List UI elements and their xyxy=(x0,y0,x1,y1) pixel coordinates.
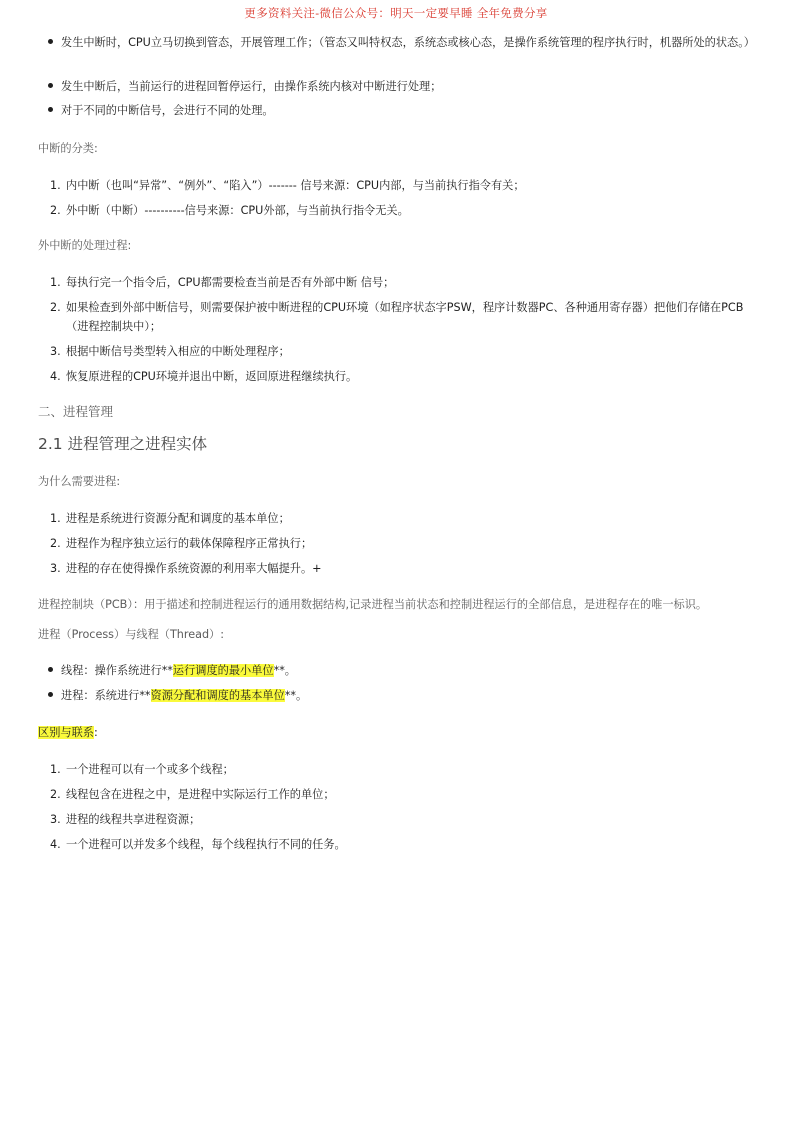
bullet-icon xyxy=(48,107,53,112)
list-item: 3. 根据中断信号类型转入相应的中断处理程序； xyxy=(50,345,290,358)
list-item-text: 外中断（中断）----------信号来源：CPU外部，与当前执行指令无关。 xyxy=(66,204,409,217)
external-process-title: 外中断的处理过程: xyxy=(38,239,132,252)
list-item-text: 一个进程可以并发多个线程，每个线程执行不同的任务。 xyxy=(66,838,346,851)
list-item: 3. 进程的线程共享进程资源； xyxy=(50,813,201,826)
list-item: 1. 每执行完一个指令后，CPU都需要检查当前是否有外部中断 信号； xyxy=(50,276,395,289)
bullet-icon xyxy=(48,39,53,44)
list-item-suffix: **。 xyxy=(284,689,308,702)
highlighted-text: 资源分配和调度的基本单位 xyxy=(150,689,285,702)
process-thread-title: 进程（Process）与线程（Thread）: xyxy=(38,628,225,641)
list-item-prefix: 进程：系统进行** xyxy=(61,689,151,702)
list-item-text: 内中断（也叫“异常”、“例外”、“陷入”）------- 信号来源：CPU内部，与当前执行指令有关； xyxy=(66,179,525,192)
bullet-icon xyxy=(48,83,53,88)
list-item-text: 对于不同的中断信号，会进行不同的处理。 xyxy=(61,104,274,117)
list-item-text: 进程的存在使得操作系统资源的利用率大幅提升。+ xyxy=(66,562,322,575)
list-item-suffix: **。 xyxy=(273,664,296,677)
list-item-text: 一个进程可以有一个或多个线程； xyxy=(66,763,234,776)
diff-title: 区别与联系: xyxy=(38,726,98,739)
section-heading: 二、进程管理 xyxy=(38,404,114,419)
list-item xyxy=(61,687,761,705)
list-item-text: 发生中断后，当前运行的进程回暂停运行，由操作系统内核对中断进行处理； xyxy=(61,80,442,93)
list-item: 1. 内中断（也叫“异常”、“例外”、“陷入”）------- 信号来源：CPU内部，与当前执行指令有关； xyxy=(50,179,525,192)
list-item: 4. 一个进程可以并发多个线程，每个线程执行不同的任务。 xyxy=(50,838,346,851)
highlighted-text: 区别与联系 xyxy=(38,726,94,739)
list-item xyxy=(61,102,761,120)
list-item-text: 恢复原进程的CPU环境并退出中断，返回原进程继续执行。 xyxy=(66,370,358,383)
list-item-text: 线程包含在进程之中，是进程中实际运行工作的单位； xyxy=(66,788,335,801)
why-process-title: 为什么需要进程: xyxy=(38,475,121,488)
list-item xyxy=(61,78,761,96)
subsection-heading: 2.1 进程管理之进程实体 xyxy=(38,435,208,453)
list-item-text: 进程作为程序独立运行的载体保障程序正常执行； xyxy=(66,537,313,550)
list-item: 2. 如果检查到外部中断信号，则需要保护被中断进程的CPU环境（如程序状态字PSW，程序计数器PC、各种通用寄存器）把他们存储在PCB（进程控制块中）； xyxy=(50,301,744,333)
top-banner: 更多资料关注-微信公众号：明天一定要早睡 全年免费分享 xyxy=(244,6,548,20)
list-item: 2. 线程包含在进程之中，是进程中实际运行工作的单位； xyxy=(50,788,335,801)
list-item-text: 进程是系统进行资源分配和调度的基本单位； xyxy=(66,512,290,525)
list-item-text: 进程的线程共享进程资源； xyxy=(66,813,201,826)
list-item: 2. 外中断（中断）----------信号来源：CPU外部，与当前执行指令无关。 xyxy=(50,204,409,217)
pcb-paragraph: 进程控制块（PCB）：用于描述和控制进程运行的通用数据结构,记录进程当前状态和控制进程运行的全部信息，是进程存在的唯一标识。 xyxy=(38,598,708,611)
list-item: 1. 一个进程可以有一个或多个线程； xyxy=(50,763,234,776)
highlighted-text: 运行调度的最小单位 xyxy=(172,664,274,677)
list-item: 3. 进程的存在使得操作系统资源的利用率大幅提升。+ xyxy=(50,562,322,575)
list-item-prefix: 线程：操作系统进行** xyxy=(61,664,173,677)
bullet-icon xyxy=(48,667,53,672)
list-item xyxy=(61,34,761,52)
interrupt-types-title: 中断的分类: xyxy=(38,142,98,155)
list-item-text: 每执行完一个指令后，CPU都需要检查当前是否有外部中断 信号； xyxy=(66,276,395,289)
list-item-text: 发生中断时，CPU立马切换到管态，开展管理工作；（管态又叫特权态，系统态或核心态，是操作系统管理的程序执行时，机器所处的状态。） xyxy=(61,36,755,49)
list-item: 1. 进程是系统进行资源分配和调度的基本单位； xyxy=(50,512,290,525)
list-item: 2. 进程作为程序独立运行的载体保障程序正常执行； xyxy=(50,537,313,550)
list-item: 4. 恢复原进程的CPU环境并退出中断，返回原进程继续执行。 xyxy=(50,370,358,383)
list-item-text: 根据中断信号类型转入相应的中断处理程序； xyxy=(66,345,290,358)
bullet-icon xyxy=(48,692,53,697)
list-item xyxy=(61,662,761,680)
list-item-text: 如果检查到外部中断信号，则需要保护被中断进程的CPU环境（如程序状态字PSW，程序计数器PC、各种通用寄存器）把他们存储在PCB（进程控制块中）； xyxy=(66,301,744,333)
